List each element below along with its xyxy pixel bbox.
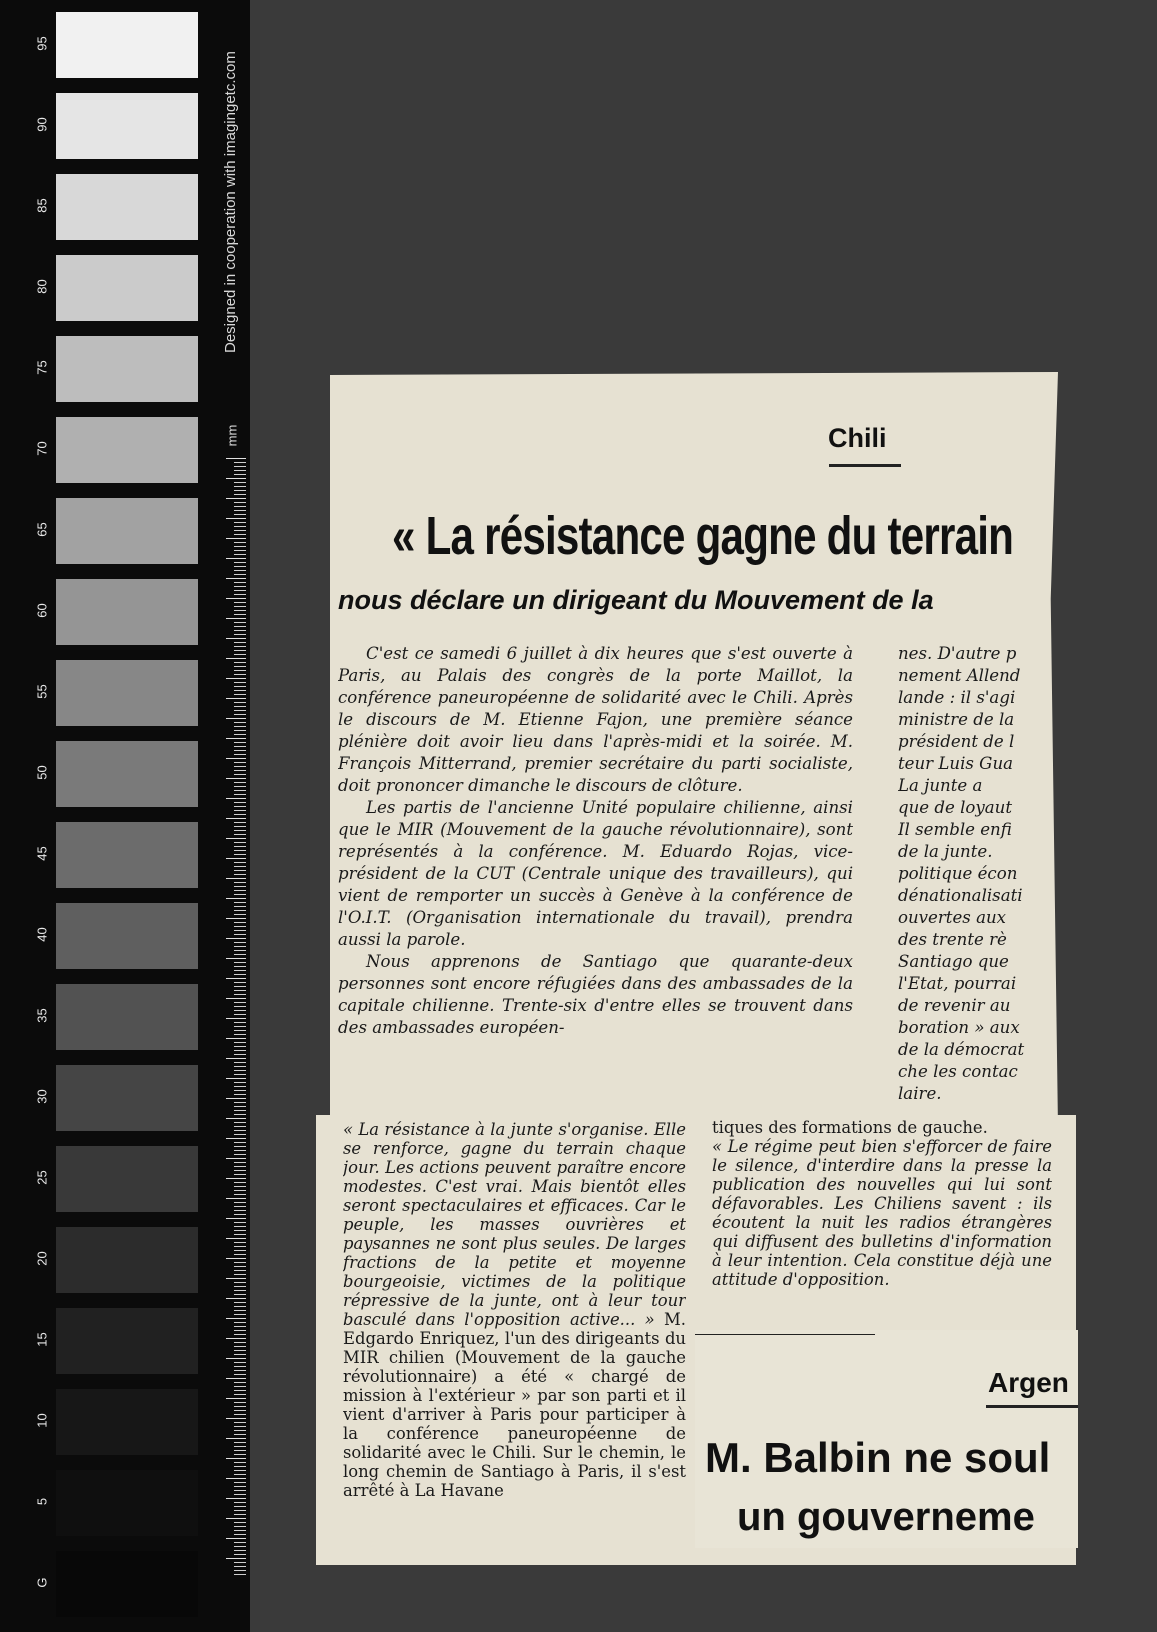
section-tag-argentine: Argen <box>988 1367 1069 1398</box>
grey-patch <box>56 1146 198 1212</box>
text-line: ministre de la <box>898 710 1015 729</box>
text-line: que de loyaut <box>898 798 1013 817</box>
text-line: lande : il s'agi <box>898 688 1016 707</box>
paragraph: Les partis de l'ancienne Unité populaire chilienne, ainsi que le MIR (Mouvement de la gauche révolutionnaire), sont représentés à la conférence. M. Eduardo Rojas, vice-président de la CUT (Centrale unique des travailleurs), qui vient de remporter un succès à Genève à la conférence de l'O.I.T. (Organisation internationale du travail), prendra aussi la parole. <box>338 798 853 949</box>
grey-patch-label: 20 <box>34 1251 50 1266</box>
scale-credit: Designed in cooperation with imagingetc.com <box>222 51 239 353</box>
text-line: Il semble enfi <box>898 820 1012 839</box>
column-rule <box>695 1334 875 1335</box>
grey-patch-label: 30 <box>34 1089 50 1104</box>
body-text-continued: tiques des formations de gauche. <box>712 1118 988 1137</box>
paragraph: Nous apprenons de Santiago que quarante-deux personnes sont encore réfugiées dans des ambassades de la capitale chilienne. Trente-six d'entre elles se trouvent dans des ambassades européen- <box>338 952 853 1037</box>
grey-patch-label: 65 <box>34 522 50 537</box>
quote-text-continued: « Le régime peut bien s'efforcer de faire le silence, d'interdire dans la presse la publication des nouvelles qui lui sont défavorables. Les Chiliens savent : ils écoutent la nuit les radios étrangères qui diffusent des bulletins d'information à leur intention. Cela constitue déjà une attitude d'opposition. <box>712 1137 1052 1289</box>
second-headline-line-1: M. Balbin ne soul <box>705 1434 1051 1481</box>
second-headline-line-2: un gouverneme <box>737 1495 1035 1539</box>
quote-text: « La résistance à la junte s'organise. Elle se renforce, gagne du terrain chaque jour. Les actions peuvent paraître encore modestes. C'est vrai. Mais bientôt elles seront spectaculaires et efficaces. Car le peuple, les masses ouvrières et paysannes ne sont plus seules. De larges fractions de la petite et moyenne bourgeoisie, victimes de la politique répressive de la junte, ont à leur tour basculé dans l'opposition active... » <box>343 1120 686 1329</box>
article-headline: « La résistance gagne du terrain <box>392 506 1014 566</box>
grey-patch-label: 80 <box>34 279 50 294</box>
text-line: politique écon <box>898 864 1018 883</box>
grey-patch-label: 5 <box>34 1497 50 1506</box>
article-column-2 <box>898 643 1050 1105</box>
grey-patch <box>56 660 198 726</box>
grey-patch <box>56 12 198 78</box>
grey-patch-label: 95 <box>34 36 50 51</box>
grey-patch-label: 70 <box>34 441 50 456</box>
grey-patch <box>56 1308 198 1374</box>
grey-patch-label: 60 <box>34 603 50 618</box>
text-line: laire. <box>898 1084 942 1103</box>
text-line: de la junte. <box>898 842 993 861</box>
grey-patch-label: 90 <box>34 117 50 132</box>
text-line: dénationalisati <box>898 886 1023 905</box>
text-line: boration » aux <box>898 1018 1020 1037</box>
mm-ruler-major-ticks <box>226 458 246 1578</box>
article-column-3 <box>343 1120 686 1560</box>
grey-patch-label: 50 <box>34 765 50 780</box>
section-underline-2 <box>986 1405 1078 1408</box>
grey-patch <box>56 498 198 564</box>
grey-patch <box>56 1065 198 1131</box>
text-line: teur Luis Gua <box>898 754 1014 773</box>
grey-patch <box>56 336 198 402</box>
grey-patch-label: G <box>34 1577 50 1588</box>
grey-patch <box>56 417 198 483</box>
grey-patch <box>56 1389 198 1455</box>
article-column-4 <box>712 1118 1052 1318</box>
grey-patch-label: 55 <box>34 684 50 699</box>
grey-patch <box>56 984 198 1050</box>
text-line: des trente rè <box>898 930 1007 949</box>
ruler-unit-label: mm <box>224 424 240 447</box>
section-underline <box>829 464 901 467</box>
grey-patch-label: 75 <box>34 360 50 375</box>
grey-patch-label: 85 <box>34 198 50 213</box>
text-line: nement Allend <box>898 666 1021 685</box>
text-line: président de l <box>898 732 1015 751</box>
grey-patch-label: 25 <box>34 1170 50 1185</box>
grey-patch <box>56 174 198 240</box>
section-tag-chili: Chili <box>828 423 887 453</box>
grey-patch-label: 45 <box>34 846 50 861</box>
text-line: ouvertes aux <box>898 908 1007 927</box>
text-line: Santiago que <box>898 952 1009 971</box>
text-line: l'Etat, pourrai <box>898 974 1017 993</box>
grey-patch-label: 35 <box>34 1008 50 1023</box>
grey-patch <box>56 1227 198 1293</box>
grey-patch <box>56 741 198 807</box>
text-line: de revenir au <box>898 996 1011 1015</box>
text-line: de la démocrat <box>898 1040 1025 1059</box>
grey-patch <box>56 822 198 888</box>
grey-patch <box>56 1551 198 1617</box>
grey-patch <box>56 93 198 159</box>
paragraph: C'est ce samedi 6 juillet à dix heures que s'est ouverte à Paris, au Palais des congrès de la porte Maillot, la conférence paneuropéenne de solidarité avec le Chili. Après le discours de M. Etienne Fajon, une première séance plénière doit avoir lieu dans l'après-midi et la soirée. M. François Mitterrand, premier secrétaire du parti socialiste, doit prononcer dimanche le discours de clôture. <box>338 644 853 795</box>
grey-scale-strip <box>0 0 250 1632</box>
grey-patch <box>56 579 198 645</box>
grey-patch <box>56 1470 198 1536</box>
grey-patch-label: 15 <box>34 1332 50 1347</box>
grey-patch <box>56 903 198 969</box>
text-line: nes. D'autre p <box>898 644 1017 663</box>
body-text: M. Edgardo Enriquez, l'un des dirigeants du MIR chilien (Mouvement de la gauche révolutionnaire) a été « chargé de mission à l'extérieur » par son parti et il vient d'arriver à Paris pour participer à la conférence paneuropéenne de solidarité avec le Chili. Sur le chemin, le long chemin de Santiago à Paris, il s'est arrêté à La Havane <box>343 1310 686 1500</box>
article-subhead: nous déclare un dirigeant du Mouvement de la <box>338 585 934 615</box>
text-line: La junte a <box>898 776 983 795</box>
text-line: che les contac <box>898 1062 1018 1081</box>
grey-patch-label: 40 <box>34 927 50 942</box>
article-column-1 <box>338 643 853 1105</box>
grey-patch <box>56 255 198 321</box>
grey-patch-label: 10 <box>34 1413 50 1428</box>
